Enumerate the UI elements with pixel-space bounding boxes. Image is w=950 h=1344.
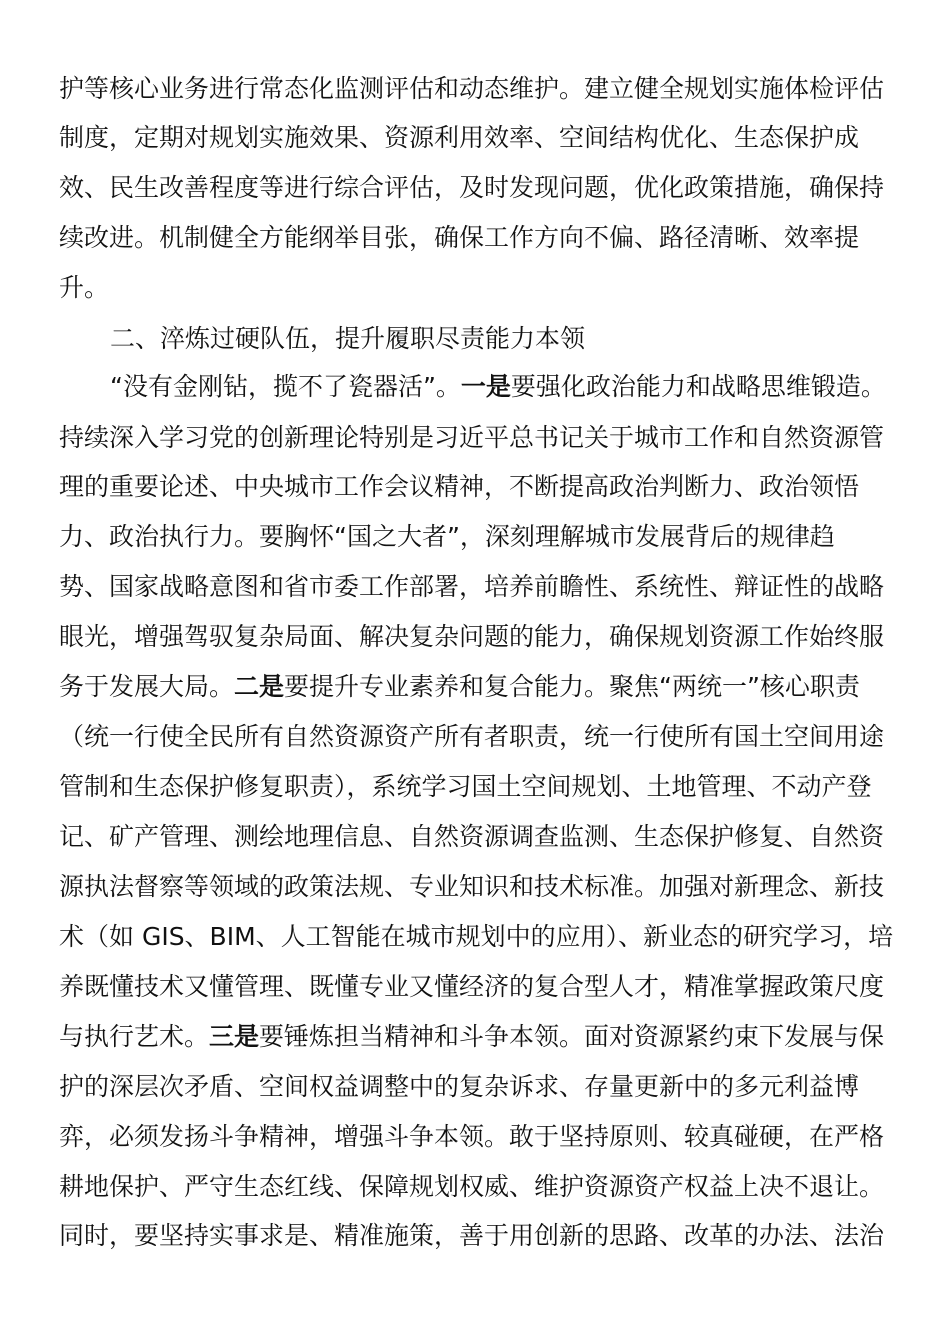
text-run: 要锤炼担当精神和斗争本领。面对资源紧约束下发展与保 <box>259 1022 885 1051</box>
text-run: 眼光，增强驾驭复杂局面、解决复杂问题的能力，确保规划资源工作始终服 <box>59 622 885 651</box>
text-run: 护等核心业务进行常态化监测评估和动态维护。建立健全规划实施体检评估 <box>59 74 885 103</box>
text-run: 同时，要坚持实事求是、精准施策，善于用创新的思路、改革的办法、法治 <box>59 1221 885 1250</box>
text-run: 二、淬炼过硬队伍，提升履职尽责能力本领 <box>110 324 586 353</box>
text-run: 记、矿产管理、测绘地理信息、自然资源调查监测、生态保护修复、自然资 <box>59 822 885 851</box>
text-run: 效、民生改善程度等进行综合评估，及时发现问题，优化政策措施，确保持 <box>59 173 885 202</box>
paragraph-line <box>59 172 884 204</box>
paragraph-line <box>59 521 835 553</box>
paragraph-line <box>59 1071 859 1103</box>
text-run: 理的重要论述、中央城市工作会议精神，不断提高政治判断力、政治领悟 <box>59 472 860 501</box>
paragraph-line <box>59 971 884 1003</box>
text-run: 源执法督察等领域的政策法规、专业知识和技术标准。加强对新理念、新技 <box>59 872 885 901</box>
bold-marker: 二是 <box>234 672 285 701</box>
paragraph-line <box>59 821 884 853</box>
paragraph-line <box>59 871 884 903</box>
text-run: 持续深入学习党的创新理论特别是习近平总书记关于城市工作和自然资源管 <box>59 423 885 452</box>
paragraph-line <box>59 671 860 703</box>
paragraph-line <box>59 1021 884 1053</box>
section-heading <box>110 323 585 355</box>
bold-marker: 三是 <box>209 1022 260 1051</box>
text-run: 力、政治执行力。要胸怀“国之大者”，深刻理解城市发展背后的规律趋 <box>59 522 835 551</box>
text-run: 续改进。机制健全方能纲举目张，确保工作方向不偏、路径清晰、效率提 <box>59 223 860 252</box>
paragraph-line <box>59 471 859 503</box>
text-run: 势、国家战略意图和省市委工作部署，培养前瞻性、系统性、辩证性的战略 <box>59 572 885 601</box>
paragraph-line <box>59 422 884 454</box>
text-run: 与执行艺术。 <box>59 1022 210 1051</box>
text-run: 要强化政治能力和战略思维锻造。 <box>510 372 886 401</box>
text-run: 制度，定期对规划实施效果、资源利用效率、空间结构优化、生态保护成 <box>59 123 860 152</box>
paragraph-line <box>59 571 884 603</box>
paragraph-line <box>59 1121 884 1153</box>
text-run: 升。 <box>59 273 110 302</box>
text-run: 弈，必须发扬斗争精神，增强斗争本领。敢于坚持原则、较真碰硬，在严格 <box>59 1122 885 1151</box>
paragraph-line <box>59 73 884 105</box>
text-run: 养既懂技术又懂管理、既懂专业又懂经济的复合型人才，精准掌握政策尺度 <box>59 972 885 1001</box>
paragraph-line <box>59 272 109 304</box>
paragraph-line <box>59 222 859 254</box>
text-run: 护的深层次矛盾、空间权益调整中的复杂诉求、存量更新中的多元利益博 <box>59 1072 860 1101</box>
paragraph-line <box>59 1220 884 1252</box>
paragraph-line <box>59 921 893 953</box>
paragraph-line <box>59 621 884 653</box>
text-run: 耕地保护、严守生态红线、保障规划权威、维护资源资产权益上决不退让。 <box>59 1172 885 1201</box>
text-run: （统一行使全民所有自然资源资产所有者职责，统一行使所有国土空间用途 <box>59 722 885 751</box>
paragraph-line <box>110 371 886 403</box>
bold-marker: 一是 <box>460 372 511 401</box>
paragraph-line <box>59 771 872 803</box>
paragraph-line <box>59 721 884 753</box>
text-run: “没有金刚钻，揽不了瓷器活”。 <box>110 372 461 401</box>
text-run: 术（如 GIS、BIM、人工智能在城市规划中的应用）、新业态的研究学习，培 <box>59 922 894 951</box>
text-run: 务于发展大局。 <box>59 672 235 701</box>
text-run: 要提升专业素养和复合能力。聚焦“两统一”核心职责 <box>284 672 860 701</box>
text-run: 管制和生态保护修复职责），系统学习国土空间规划、土地管理、不动产登 <box>59 772 872 801</box>
paragraph-line <box>59 122 859 154</box>
paragraph-line <box>59 1171 884 1203</box>
